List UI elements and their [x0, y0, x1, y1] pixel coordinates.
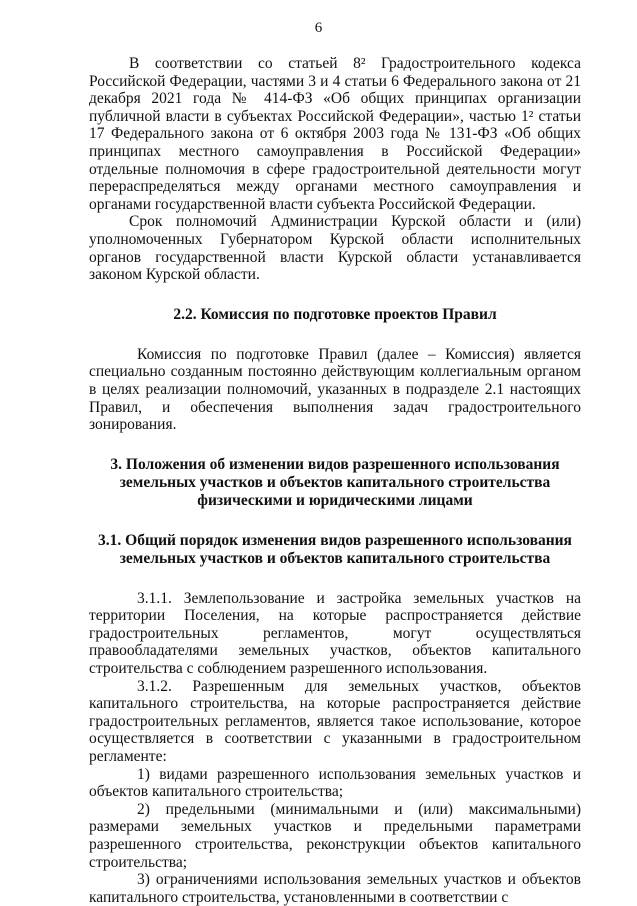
- page-content: [89, 55, 581, 906]
- clause-3-1-2: 3.1.2. Разрешенным для земельных участков, объектов капитального строительства, на которые распространяется действие градостроительных регламентов, является такое использование, которое осуществляется в соответствии с указанными в градостроительном регламенте:: [89, 677, 581, 766]
- list-item-3: 3) ограничениями использования земельных участков и объектов капитального строительства, установленными в соответствии с: [89, 871, 581, 906]
- section-3-heading-line-3: физическими и юридическими лицами: [197, 491, 473, 509]
- section-3-1-heading-line-2: земельных участков и объектов капитального строительства: [119, 549, 551, 567]
- section-2-2-paragraph: Комиссия по подготовке Правил (далее – Комиссия) является специально созданным постоянно действующим коллегиальным органом в целях реализации полномочий, указанных в подразделе 2.1 настоящих Правил, и обеспечения выполнения задач градостроительного зонирования.: [89, 345, 581, 434]
- intro-paragraph-1: В соответствии со статьей 8² Градостроительного кодекса Российской Федерации, частями 3 и 4 статьи 6 Федерального закона от 21 декабря 2021 года № 414-ФЗ «Об общих принципах организации публичной власти в субъектах Российской Федерации», частью 1² статьи 17 Федерального закона от 6 октября 2003 года № 131-ФЗ «Об общих принципах местного самоуправления в Российской Федерации» отдельные полномочия в сфере градостроительной деятельности могут перераспределяться между органами местного самоуправления и органами государственной власти субъекта Российской Федерации.: [89, 55, 581, 213]
- section-3-heading: [89, 456, 581, 510]
- section-3-heading-line-1: 3. Положения об изменении видов разрешенного использования: [110, 455, 560, 473]
- section-3-1-heading: [89, 532, 581, 568]
- clause-3-1-1: 3.1.1. Землепользование и застройка земельных участков на территории Поселения, на которые распространяется действие градостроительных регламентов, могут осуществляться правообладателями земельных участков, объектов капитального строительства с соблюдением разрешенного использования.: [89, 589, 581, 678]
- intro-paragraph-2: Срок полномочий Администрации Курской области и (или) уполномоченных Губернатором Курской области исполнительных органов государственной власти Курской области устанавливается законом Курской области.: [89, 213, 581, 284]
- list-item-2: 2) предельными (минимальными и (или) максимальными) размерами земельных участков и предельными параметрами разрешенного строительства, реконструкции объектов капитального строительства;: [89, 800, 581, 871]
- section-3-1-heading-line-1: 3.1. Общий порядок изменения видов разрешенного использования: [98, 531, 572, 549]
- section-3-heading-line-2: земельных участков и объектов капитального строительства: [119, 473, 551, 491]
- page-number: 6: [314, 20, 323, 36]
- list-item-1: 1) видами разрешенного использования земельных участков и объектов капитального строительства;: [89, 765, 581, 801]
- section-2-2-heading: 2.2. Комиссия по подготовке проектов Правил: [173, 305, 497, 323]
